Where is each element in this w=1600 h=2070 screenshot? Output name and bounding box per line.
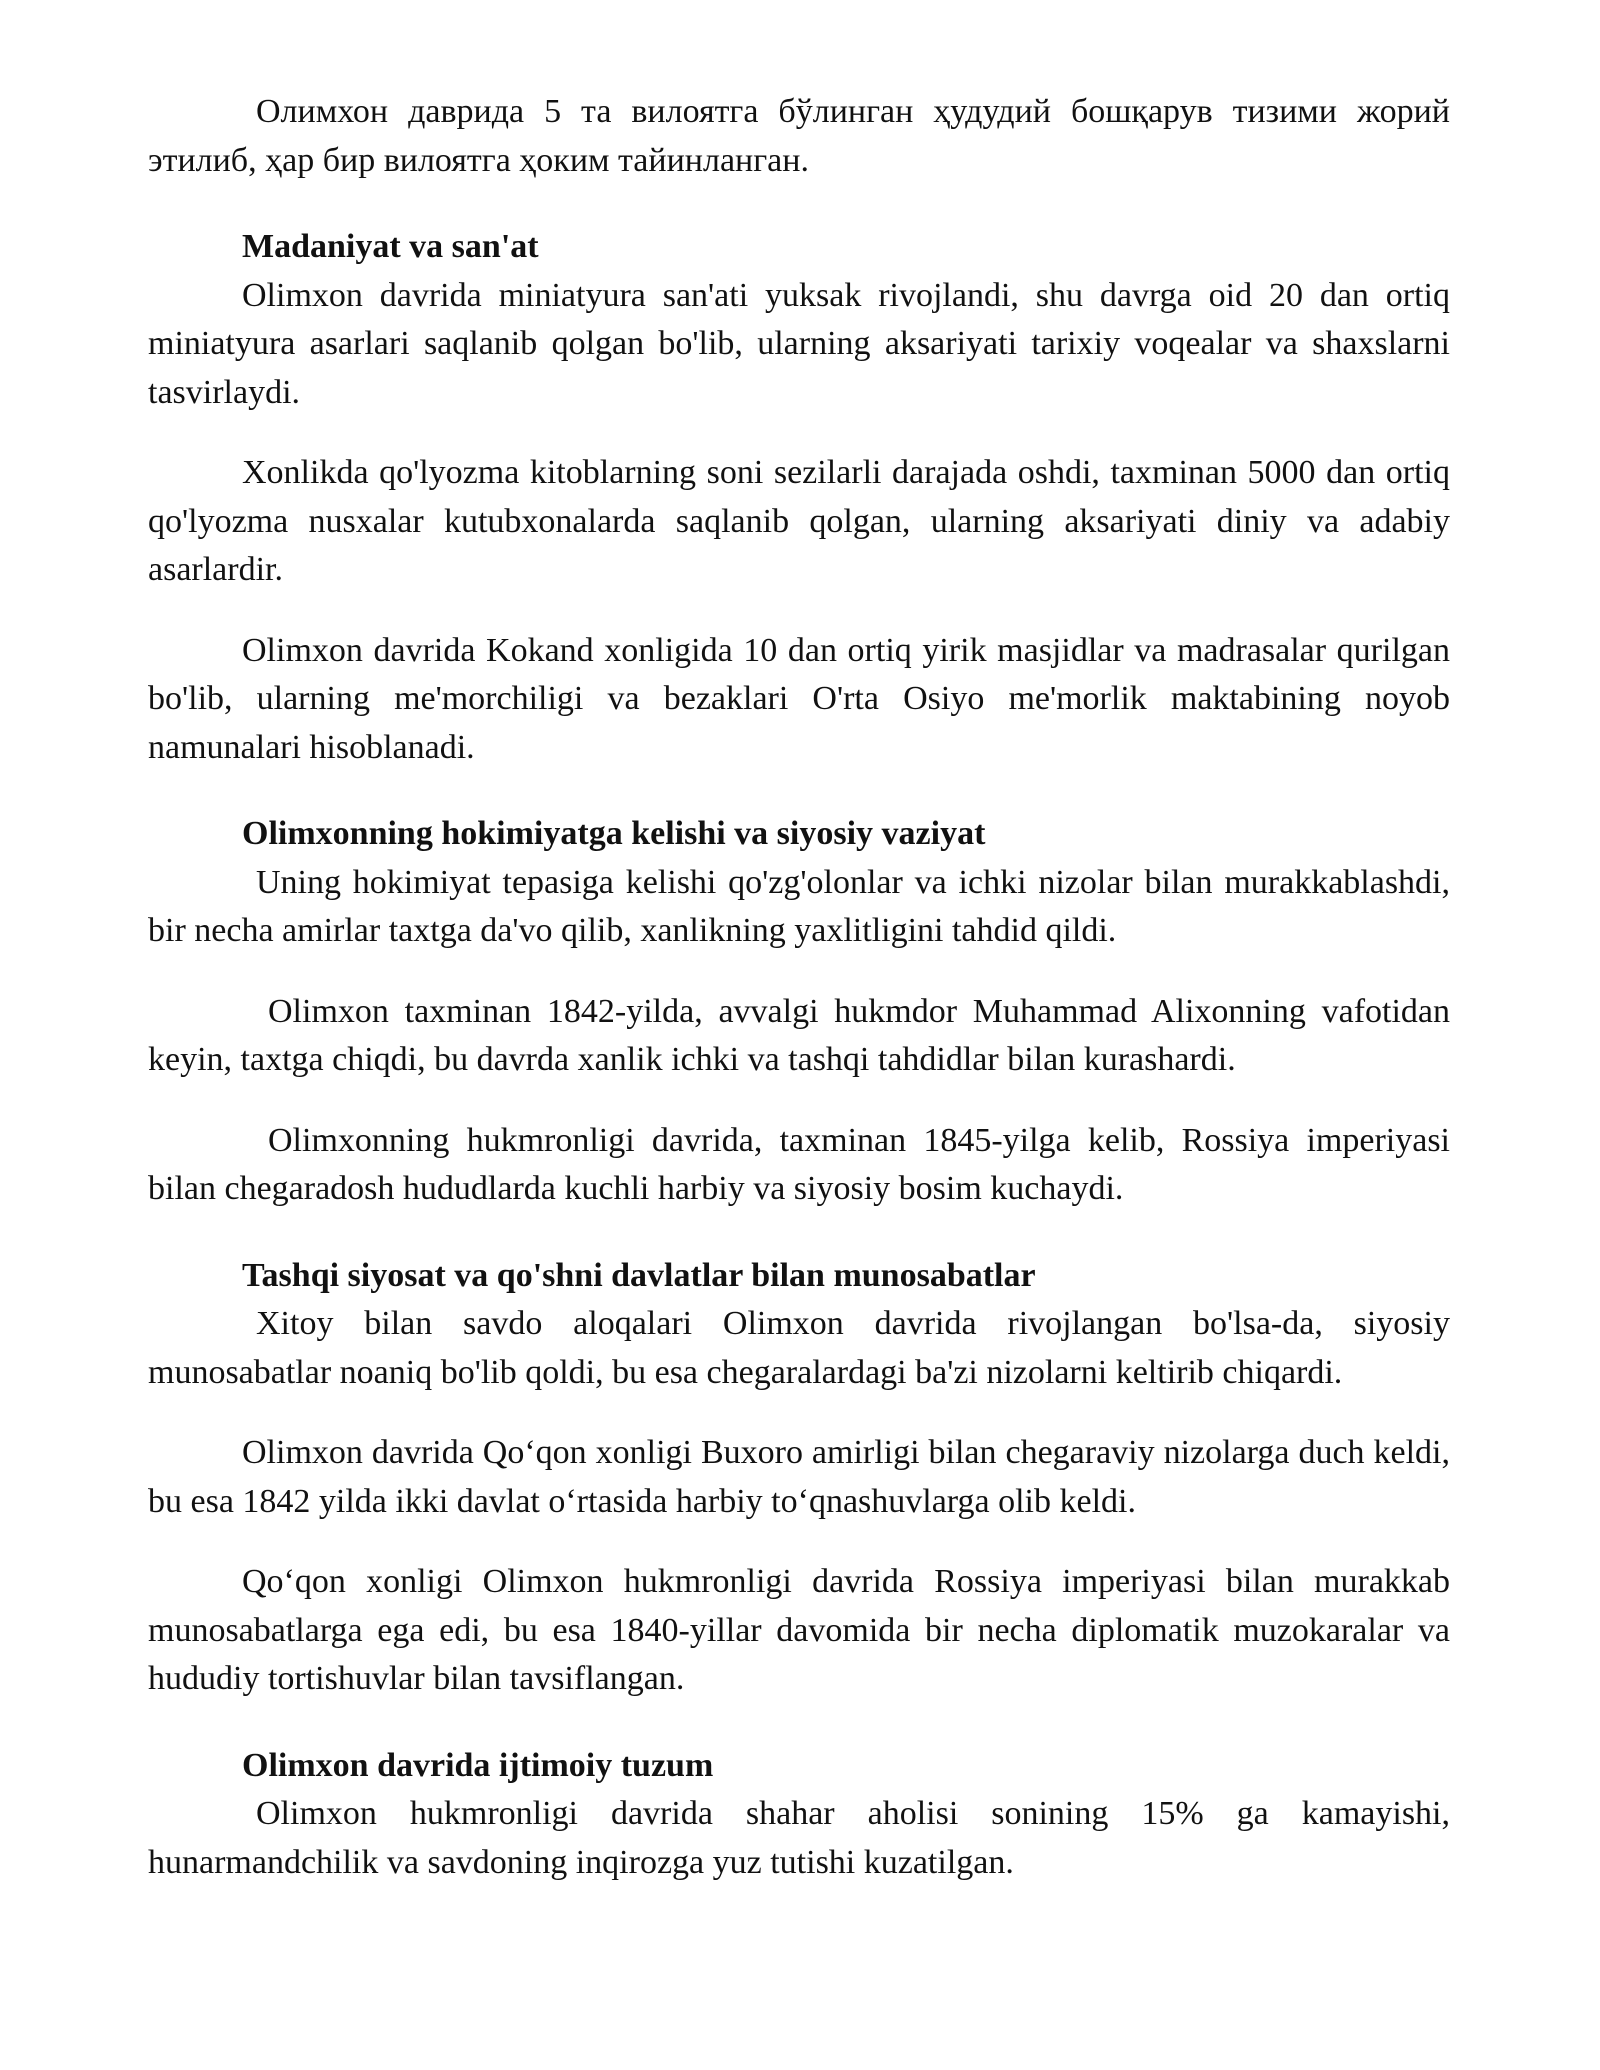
paragraph-china-trade: Xitoy bilan savdo aloqalari Olimxon davrida rivojlangan bo'lsa-da, siyosiy munosabatlar noaniq bo'lib qoldi, bu esa chegaralardagi ba'zi nizolarni keltirib chiqardi. xyxy=(148,1305,1450,1391)
paragraph-regional-administration: Олимхон даврида 5 та вилоятга бўлинган ҳудудий бошқарув тизими жорий этилиб, ҳар бир вилоятга ҳоким тайинланган. xyxy=(148,93,1450,179)
paragraph-russia-relations: Qo‘qon xonligi Olimxon hukmronligi davrida Rossiya imperiyasi bilan murakkab munosabatlarga ega edi, bu esa 1840-yillar davomida bir necha diplomatik muzokaralar va hududiy tortishuvlar bilan tavsiflangan. xyxy=(148,1563,1450,1697)
paragraph-manuscripts: Xonlikda qo'lyozma kitoblarning soni sezilarli darajada oshdi, taxminan 5000 dan ortiq qo'lyozma nusxalar kutubxonalarda saqlanib qolgan, ularning aksariyati diniy va adabiy asarlardir. xyxy=(148,454,1450,588)
paragraph-miniature-art: Olimxon davrida miniatyura san'ati yuksak rivojlandi, shu davrga oid 20 dan ortiq miniatyura asarlari saqlanib qolgan bo'lib, ularning aksariyati tarixiy voqealar va shaxslarni tasvirlaydi. xyxy=(148,276,1450,411)
heading-social-structure: Olimxon davrida ijtimoiy tuzum xyxy=(242,1746,714,1784)
paragraph-mosques-madrasas: Olimxon davrida Kokand xonligida 10 dan ortiq yirik masjidlar va madrasalar qurilgan bo'lib, ularning me'morchiligi va bezaklari O'rta Osiyo me'morlik maktabining noyob namunalari hisoblanadi. xyxy=(148,631,1450,766)
paragraph-accession-1842: Olimxon taxminan 1842-yilda, avvalgi hukmdor Muhammad Alixonning vafotidan keyin, taxtga chiqdi, bu davrda xanlik ichki va tashqi tahdidlar bilan kurashardi. xyxy=(148,992,1450,1078)
paragraph-uprisings: Uning hokimiyat tepasiga kelishi qo'zg'olonlar va ichki nizolar bilan murakkablashdi, bir necha amirlar taxtga da'vo qilib, xanlikning yaxlitligini tahdid qildi. xyxy=(148,863,1450,949)
paragraph-bukhara-conflict: Olimxon davrida Qo‘qon xonligi Buxoro amirligi bilan chegaraviy nizolarga duch keldi, bu esa 1842 yilda ikki davlat o‘rtasida harbiy to‘qnashuvlarga olib keldi. xyxy=(148,1434,1450,1520)
document-page xyxy=(148,88,1450,1887)
paragraph-russian-pressure: Olimxonning hukmronligi davrida, taxminan 1845-yilga kelib, Rossiya imperiyasi bilan chegaradosh hududlarda kuchli harbiy va siyosiy bosim kuchaydi. xyxy=(148,1121,1450,1207)
heading-culture-and-art: Madaniyat va san'at xyxy=(242,228,539,265)
heading-rise-to-power: Olimxonning hokimiyatga kelishi va siyosiy vaziyat xyxy=(242,815,986,852)
paragraph-urban-decline: Olimxon hukmronligi davrida shahar aholisi sonining 15% ga kamayishi, hunarmandchilik va savdoning inqirozga yuz tutishi kuzatilgan. xyxy=(148,1795,1450,1881)
heading-foreign-policy: Tashqi siyosat va qo'shni davlatlar bilan munosabatlar xyxy=(242,1256,1036,1294)
